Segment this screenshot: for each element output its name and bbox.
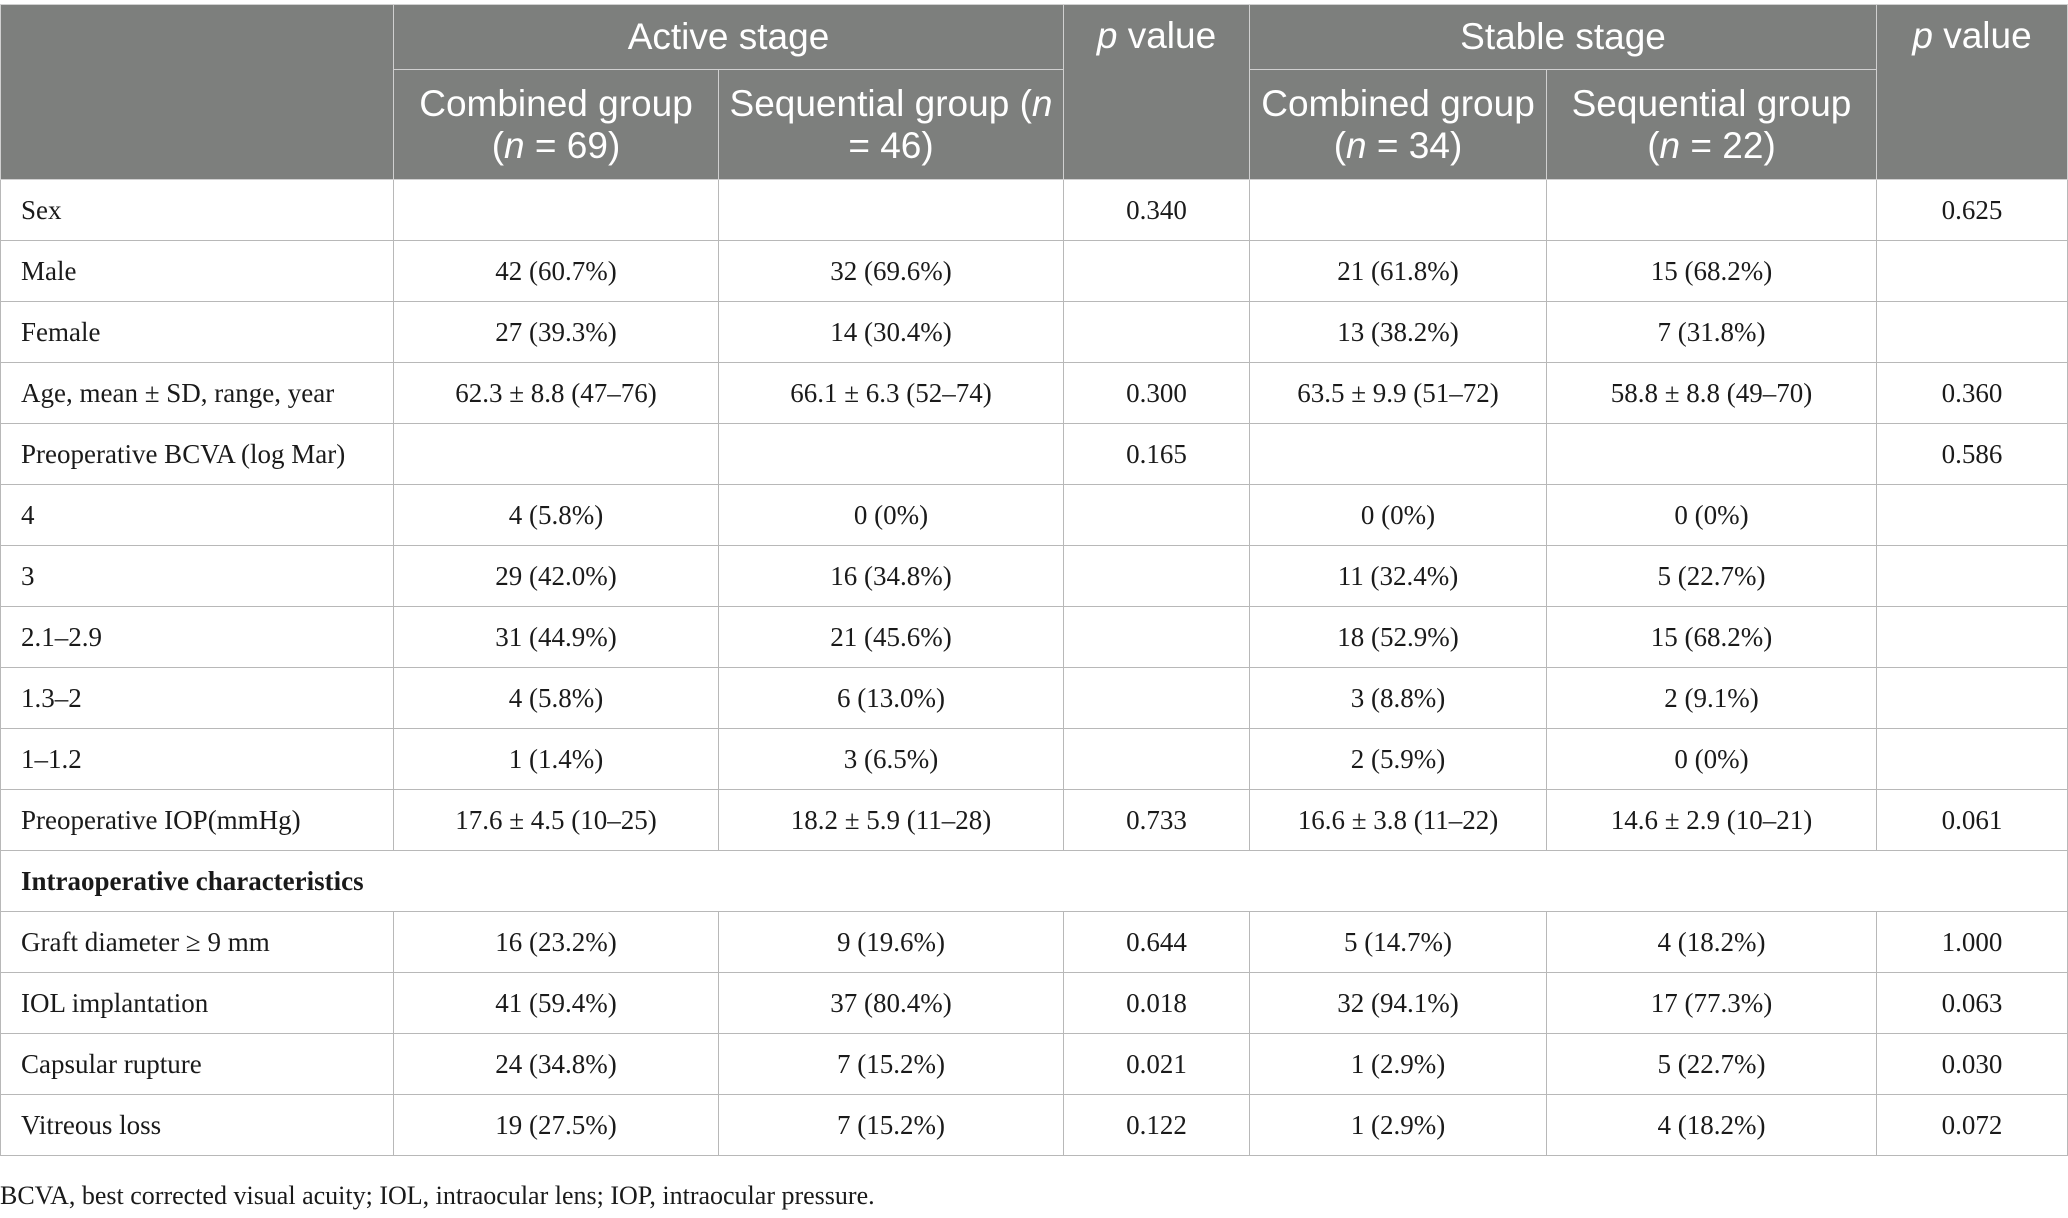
p-value-stable bbox=[1877, 729, 2068, 790]
p-value-active bbox=[1064, 668, 1250, 729]
p-value-stable: 0.360 bbox=[1877, 363, 2068, 424]
group-label: Sequential group ( bbox=[729, 82, 1032, 124]
sequential-stable-value: 0 (0%) bbox=[1547, 729, 1877, 790]
combined-active-value: 29 (42.0%) bbox=[394, 546, 719, 607]
p-value-stable bbox=[1877, 302, 2068, 363]
header-stable-stage: Stable stage bbox=[1250, 5, 1877, 70]
p-value-active: 0.122 bbox=[1064, 1095, 1250, 1156]
table-row bbox=[1, 790, 2068, 851]
header-sequential-active bbox=[719, 70, 1064, 180]
sequential-active-value: 7 (15.2%) bbox=[719, 1095, 1064, 1156]
row-label: Preoperative BCVA (log Mar) bbox=[1, 424, 394, 485]
row-label: Graft diameter ≥ 9 mm bbox=[1, 912, 394, 973]
table-footnote: BCVA, best corrected visual acuity; IOL, intraocular lens; IOP, intraocular pressure. bbox=[0, 1181, 875, 1210]
table-row bbox=[1, 424, 2068, 485]
group-label: Sequential group ( bbox=[1571, 82, 1852, 166]
row-label: Sex bbox=[1, 180, 394, 241]
row-label: Age, mean ± SD, range, year bbox=[1, 363, 394, 424]
sequential-stable-value: 2 (9.1%) bbox=[1547, 668, 1877, 729]
sequential-stable-value: 14.6 ± 2.9 (10–21) bbox=[1547, 790, 1877, 851]
p-value-stable: 0.063 bbox=[1877, 973, 2068, 1034]
sequential-stable-value: 58.8 ± 8.8 (49–70) bbox=[1547, 363, 1877, 424]
combined-stable-value bbox=[1250, 180, 1547, 241]
n-italic: n bbox=[1346, 124, 1367, 166]
table-row bbox=[1, 485, 2068, 546]
n-italic: n bbox=[1659, 124, 1681, 166]
header-combined-stable bbox=[1250, 70, 1547, 180]
combined-active-value bbox=[394, 424, 719, 485]
row-label: 1–1.2 bbox=[1, 729, 394, 790]
sequential-stable-value bbox=[1547, 424, 1877, 485]
p-value-active: 0.018 bbox=[1064, 973, 1250, 1034]
sequential-active-value: 7 (15.2%) bbox=[719, 1034, 1064, 1095]
group-count: = 46) bbox=[848, 124, 934, 166]
sequential-stable-value: 5 (22.7%) bbox=[1547, 546, 1877, 607]
p-value-stable: 0.625 bbox=[1877, 180, 2068, 241]
combined-stable-value: 32 (94.1%) bbox=[1250, 973, 1547, 1034]
table-row bbox=[1, 607, 2068, 668]
combined-active-value: 62.3 ± 8.8 (47–76) bbox=[394, 363, 719, 424]
combined-active-value: 24 (34.8%) bbox=[394, 1034, 719, 1095]
p-value-stable bbox=[1877, 241, 2068, 302]
row-label: Preoperative IOP(mmHg) bbox=[1, 790, 394, 851]
table-header bbox=[1, 5, 2068, 180]
combined-active-value bbox=[394, 180, 719, 241]
combined-active-value: 41 (59.4%) bbox=[394, 973, 719, 1034]
p-value-active bbox=[1064, 546, 1250, 607]
sequential-active-value: 14 (30.4%) bbox=[719, 302, 1064, 363]
row-label: 4 bbox=[1, 485, 394, 546]
header-sequential-stable bbox=[1547, 70, 1877, 180]
p-value-active bbox=[1064, 302, 1250, 363]
sequential-active-value: 0 (0%) bbox=[719, 485, 1064, 546]
combined-active-value: 4 (5.8%) bbox=[394, 668, 719, 729]
combined-stable-value: 0 (0%) bbox=[1250, 485, 1547, 546]
sequential-stable-value: 15 (68.2%) bbox=[1547, 241, 1877, 302]
table-row bbox=[1, 180, 2068, 241]
row-label: IOL implantation bbox=[1, 973, 394, 1034]
p-value-active: 0.021 bbox=[1064, 1034, 1250, 1095]
p-value-active: 0.644 bbox=[1064, 912, 1250, 973]
p-italic: p bbox=[1912, 15, 1933, 56]
sequential-active-value: 18.2 ± 5.9 (11–28) bbox=[719, 790, 1064, 851]
sequential-stable-value: 5 (22.7%) bbox=[1547, 1034, 1877, 1095]
table-row bbox=[1, 1034, 2068, 1095]
table-row bbox=[1, 729, 2068, 790]
combined-active-value: 1 (1.4%) bbox=[394, 729, 719, 790]
p-value-active: 0.340 bbox=[1064, 180, 1250, 241]
header-combined-active bbox=[394, 70, 719, 180]
table-row bbox=[1, 973, 2068, 1034]
p-value-stable: 0.072 bbox=[1877, 1095, 2068, 1156]
p-italic: p bbox=[1096, 15, 1118, 56]
sequential-active-value: 37 (80.4%) bbox=[719, 973, 1064, 1034]
table-row bbox=[1, 241, 2068, 302]
row-label: Male bbox=[1, 241, 394, 302]
row-label: Vitreous loss bbox=[1, 1095, 394, 1156]
table-body bbox=[1, 180, 2068, 1156]
combined-active-value: 17.6 ± 4.5 (10–25) bbox=[394, 790, 719, 851]
header-p-value-stable bbox=[1877, 5, 2068, 180]
sequential-stable-value bbox=[1547, 180, 1877, 241]
p-value-stable: 1.000 bbox=[1877, 912, 2068, 973]
p-value-stable bbox=[1877, 668, 2068, 729]
p-value-stable bbox=[1877, 607, 2068, 668]
combined-stable-value: 5 (14.7%) bbox=[1250, 912, 1547, 973]
combined-stable-value: 2 (5.9%) bbox=[1250, 729, 1547, 790]
combined-stable-value: 11 (32.4%) bbox=[1250, 546, 1547, 607]
sequential-active-value: 3 (6.5%) bbox=[719, 729, 1064, 790]
combined-stable-value: 1 (2.9%) bbox=[1250, 1095, 1547, 1156]
table-row bbox=[1, 851, 2068, 912]
comparison-table bbox=[0, 4, 2068, 1156]
p-value-stable bbox=[1877, 546, 2068, 607]
sequential-stable-value: 4 (18.2%) bbox=[1547, 912, 1877, 973]
combined-stable-value: 63.5 ± 9.9 (51–72) bbox=[1250, 363, 1547, 424]
p-value-active: 0.165 bbox=[1064, 424, 1250, 485]
p-value-text: value bbox=[1932, 15, 2032, 56]
combined-stable-value: 18 (52.9%) bbox=[1250, 607, 1547, 668]
table-row bbox=[1, 546, 2068, 607]
n-italic: n bbox=[1031, 82, 1053, 124]
header-p-value-active bbox=[1064, 5, 1250, 180]
combined-active-value: 16 (23.2%) bbox=[394, 912, 719, 973]
row-label: 3 bbox=[1, 546, 394, 607]
header-blank-cell bbox=[1, 5, 394, 180]
group-count: = 22) bbox=[1680, 124, 1776, 166]
combined-stable-value: 16.6 ± 3.8 (11–22) bbox=[1250, 790, 1547, 851]
sequential-active-value: 21 (45.6%) bbox=[719, 607, 1064, 668]
table-row bbox=[1, 363, 2068, 424]
p-value-stable: 0.030 bbox=[1877, 1034, 2068, 1095]
row-label: Female bbox=[1, 302, 394, 363]
p-value-active bbox=[1064, 485, 1250, 546]
sequential-active-value: 32 (69.6%) bbox=[719, 241, 1064, 302]
row-label: Capsular rupture bbox=[1, 1034, 394, 1095]
sequential-stable-value: 4 (18.2%) bbox=[1547, 1095, 1877, 1156]
table-row bbox=[1, 302, 2068, 363]
combined-stable-value: 3 (8.8%) bbox=[1250, 668, 1547, 729]
row-label: 2.1–2.9 bbox=[1, 607, 394, 668]
sequential-active-value: 9 (19.6%) bbox=[719, 912, 1064, 973]
p-value-active bbox=[1064, 607, 1250, 668]
table-row bbox=[1, 1095, 2068, 1156]
section-heading: Intraoperative characteristics bbox=[1, 851, 2068, 912]
p-value-stable: 0.586 bbox=[1877, 424, 2068, 485]
sequential-active-value: 16 (34.8%) bbox=[719, 546, 1064, 607]
p-value-active bbox=[1064, 241, 1250, 302]
combined-stable-value: 1 (2.9%) bbox=[1250, 1034, 1547, 1095]
combined-stable-value bbox=[1250, 424, 1547, 485]
sequential-stable-value: 15 (68.2%) bbox=[1547, 607, 1877, 668]
group-label: Combined group ( bbox=[419, 82, 693, 166]
p-value-stable bbox=[1877, 485, 2068, 546]
p-value-stable: 0.061 bbox=[1877, 790, 2068, 851]
combined-active-value: 42 (60.7%) bbox=[394, 241, 719, 302]
p-value-active: 0.733 bbox=[1064, 790, 1250, 851]
combined-stable-value: 21 (61.8%) bbox=[1250, 241, 1547, 302]
table-row bbox=[1, 668, 2068, 729]
combined-active-value: 31 (44.9%) bbox=[394, 607, 719, 668]
header-active-stage: Active stage bbox=[394, 5, 1064, 70]
table-row bbox=[1, 912, 2068, 973]
combined-active-value: 4 (5.8%) bbox=[394, 485, 719, 546]
sequential-active-value bbox=[719, 180, 1064, 241]
p-value-text: value bbox=[1117, 15, 1217, 56]
group-count: = 34) bbox=[1366, 124, 1463, 166]
combined-active-value: 27 (39.3%) bbox=[394, 302, 719, 363]
n-italic: n bbox=[504, 124, 525, 166]
sequential-stable-value: 0 (0%) bbox=[1547, 485, 1877, 546]
sequential-stable-value: 7 (31.8%) bbox=[1547, 302, 1877, 363]
sequential-stable-value: 17 (77.3%) bbox=[1547, 973, 1877, 1034]
row-label: 1.3–2 bbox=[1, 668, 394, 729]
combined-stable-value: 13 (38.2%) bbox=[1250, 302, 1547, 363]
combined-active-value: 19 (27.5%) bbox=[394, 1095, 719, 1156]
group-label: Combined group ( bbox=[1261, 82, 1535, 166]
sequential-active-value: 66.1 ± 6.3 (52–74) bbox=[719, 363, 1064, 424]
p-value-active bbox=[1064, 729, 1250, 790]
sequential-active-value: 6 (13.0%) bbox=[719, 668, 1064, 729]
p-value-active: 0.300 bbox=[1064, 363, 1250, 424]
group-count: = 69) bbox=[524, 124, 621, 166]
sequential-active-value bbox=[719, 424, 1064, 485]
